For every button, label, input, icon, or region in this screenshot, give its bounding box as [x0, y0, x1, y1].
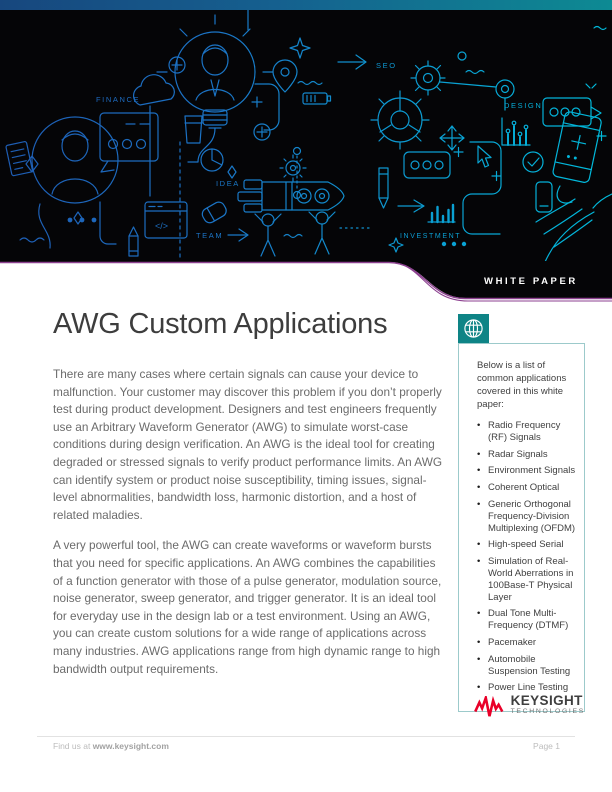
move-crosshair-icon	[440, 126, 464, 150]
big-gear-icon	[371, 91, 429, 149]
globe-icon	[463, 318, 484, 339]
plus-sparkle	[597, 132, 606, 141]
keysight-site-link[interactable]: www.keysight.com	[92, 741, 169, 751]
connector-rod	[440, 82, 496, 87]
battery-icon	[303, 93, 331, 104]
applications-sidebar	[458, 314, 585, 712]
dot	[68, 218, 73, 223]
squiggle	[466, 71, 484, 74]
list-item: • Dual Tone Multi-Frequency (DTMF)	[477, 608, 578, 632]
article-body	[53, 366, 446, 691]
squiggle	[20, 238, 44, 242]
finance-label: FINANCE	[96, 95, 141, 104]
list-item: • Simulation of Real-World Aberrations in 100Base-T Physical Layer	[477, 556, 578, 603]
globe-tile	[458, 314, 489, 343]
small-circle	[458, 52, 466, 60]
find-us-prefix: Find us at	[53, 741, 93, 751]
applications-intro: Below is a list of common applications covered in this white paper:	[477, 360, 567, 410]
eraser-icon	[200, 200, 228, 225]
dot	[80, 218, 85, 223]
dot	[462, 242, 466, 246]
medium-gear-icon	[411, 61, 445, 95]
list-item: • Radio Frequency (RF) Signals	[477, 420, 578, 444]
team-label: TEAM	[196, 231, 224, 240]
design-label: DESIGN	[504, 101, 543, 110]
seo-label: SEO	[376, 61, 397, 70]
dot	[452, 242, 456, 246]
browser-speech-bubble-icon	[100, 113, 158, 172]
white-paper-badge: WHITE PAPER	[484, 276, 578, 287]
pulley-icon	[496, 80, 514, 98]
paragraph: There are many cases where certain signals can cause your device to malfunction. Your customer may discover this problem if you don’t properly test during product development. Designers and test engineers frequently use an Arbitrary Waveform Generator (AWG) to simulate worst-case conditions during design verification. An AWG is the ideal tool for creating degraded or stressed signals to verify product performance limits. An AWG can identify system or product noise susceptibility, timing issues, signal-level abnormalities, bandwidth loss, harmonic distortion, and a host of related maladies.	[53, 367, 443, 522]
cup-icon	[185, 116, 202, 143]
idea-bulb-icon	[157, 15, 273, 128]
idea-label: IDEA	[216, 179, 240, 188]
small-phone-icon	[536, 182, 552, 212]
keysight-logo	[474, 694, 585, 718]
circled-plus-icon	[254, 124, 270, 140]
circled-plus-icon	[169, 57, 185, 73]
svg-text:</>: </>	[155, 221, 169, 231]
star-sparkle	[389, 238, 403, 252]
dots-bubble-icon	[404, 152, 450, 178]
footer	[53, 741, 560, 751]
dot-bar-chart-icon	[502, 118, 530, 145]
footer-rule	[37, 736, 575, 737]
list-item: • Radar Signals	[477, 449, 578, 461]
connector-line	[255, 84, 279, 130]
list-item: • Generic Orthogonal Frequency-Division Multiplexing (OFDM)	[477, 499, 578, 534]
cursor-icon	[478, 146, 491, 167]
investment-label: INVESTMENT	[400, 233, 462, 240]
sparkle-ticks	[586, 84, 596, 88]
phone-in-hand-icon	[536, 111, 612, 262]
diamond-sparkle	[228, 166, 236, 178]
applications-box	[458, 343, 585, 712]
notepad-icon	[6, 141, 33, 176]
connector-line	[463, 142, 501, 234]
page-number: Page 1	[533, 741, 560, 751]
pie-chart-icon	[201, 149, 223, 171]
squiggle	[298, 82, 322, 85]
list-item: • Power Line Testing	[477, 682, 578, 694]
top-gradient-bar	[0, 0, 612, 10]
squiggle	[594, 27, 606, 30]
star-sparkle	[290, 38, 310, 58]
hero-banner	[0, 10, 612, 262]
list-item: • Environment Signals	[477, 465, 578, 477]
team-figure	[255, 214, 281, 256]
paragraph: A very powerful tool, the AWG can create waveforms or waveform bursts that you need for specific applications. An AWG combines the capabilities of a function generator with those of a pulse generator, modulation source, noise generator, sweep generator, and trigger generator. It is an ideal tool for everyday use in the design lab or a test environment. Using an AWG, you can create custom solutions for a wide range of applications across many industries. AWG applications range from high dynamic range to high bandwidth output requirements.	[53, 538, 442, 676]
squiggle	[284, 235, 302, 238]
connector-line	[100, 202, 116, 244]
page-title: AWG Custom Applications	[53, 308, 388, 340]
pencil-icon	[379, 168, 388, 208]
list-item: • High-speed Serial	[477, 539, 578, 551]
avatar-icon	[32, 117, 118, 203]
connector-line	[39, 204, 50, 248]
arrow-right-icon	[398, 200, 424, 212]
list-item: • Automobile Suspension Testing	[477, 654, 578, 678]
arrow-right-icon	[228, 229, 248, 241]
bar-chart-icon	[428, 205, 455, 222]
rocket-icon	[238, 180, 344, 212]
dot	[442, 242, 446, 246]
logo-subname: TECHNOLOGIES	[510, 708, 585, 715]
small-gear-icon	[280, 155, 306, 181]
list-item: • Coherent Optical	[477, 482, 578, 494]
plus-sparkle	[454, 148, 463, 157]
list-item: • Pacemaker	[477, 637, 578, 649]
applications-list	[477, 420, 578, 694]
check-circle-icon	[523, 152, 543, 172]
tech-doodle-illustration	[0, 10, 612, 262]
logo-name: KEYSIGHT	[510, 693, 583, 708]
plus-sparkle	[492, 172, 501, 181]
find-us-text	[53, 741, 169, 751]
arrow-right-icon	[338, 55, 366, 69]
pencil-icon	[129, 227, 138, 256]
team-figure	[309, 212, 335, 254]
code-window-icon	[145, 202, 187, 238]
dot	[92, 218, 97, 223]
plus-sparkle	[252, 97, 262, 107]
keysight-logo-text	[511, 694, 585, 716]
keysight-spark-icon	[474, 696, 504, 718]
